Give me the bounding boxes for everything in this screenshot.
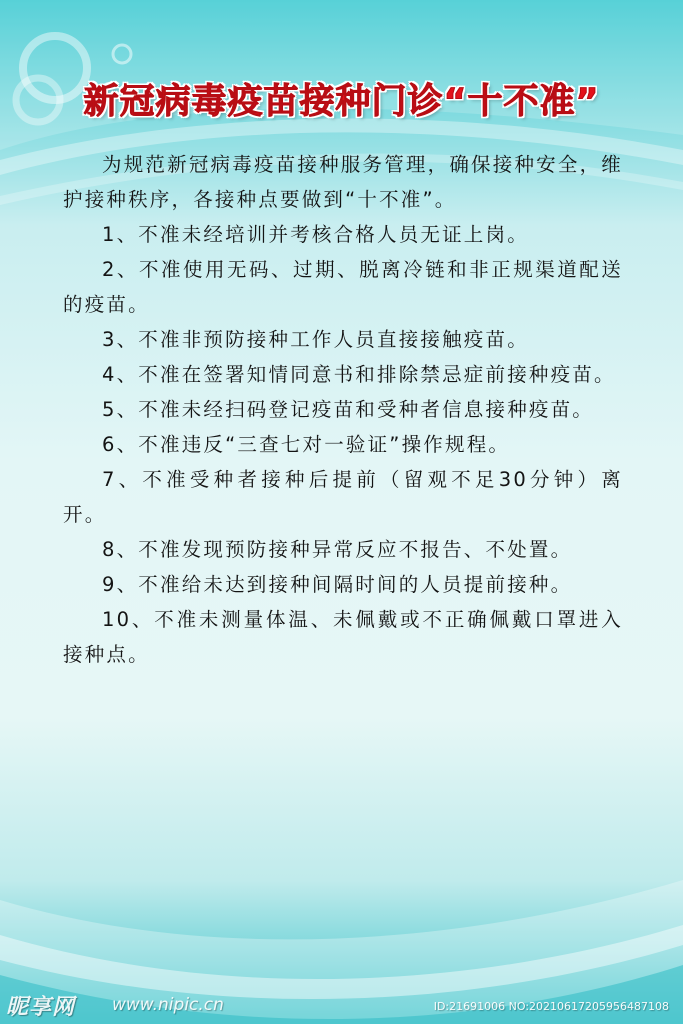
intro-paragraph: 为规范新冠病毒疫苗接种服务管理，确保接种安全，维护接种秩序，各接种点要做到“十不准”。 xyxy=(63,153,623,211)
rule-item-7: 7、不准受种者接种后提前（留观不足30分钟）离开。 xyxy=(63,468,623,526)
rule-item-1: 1、不准未经培训并考核合格人员无证上岗。 xyxy=(102,223,529,246)
rule-item-4: 4、不准在签署知情同意书和排除禁忌症前接种疫苗。 xyxy=(102,363,616,386)
rule-item-8: 8、不准发现预防接种异常反应不报告、不处置。 xyxy=(102,538,573,561)
poster-content xyxy=(63,147,623,672)
watermark-logo: 昵享网 xyxy=(6,995,76,1020)
watermark-url: www.nipic.cn xyxy=(112,995,224,1015)
poster-title: 新冠病毒疫苗接种门诊“十不准” xyxy=(83,82,600,122)
rule-item-2: 2、不准使用无码、过期、脱离冷链和非正规渠道配送的疫苗。 xyxy=(63,258,623,316)
watermark-id: ID:21691006 NO:20210617205956487108 xyxy=(433,1000,669,1013)
rule-item-9: 9、不准给未达到接种间隔时间的人员提前接种。 xyxy=(102,573,573,596)
rule-item-10: 10、不准未测量体温、未佩戴或不正确佩戴口罩进入接种点。 xyxy=(63,608,623,666)
rule-item-6: 6、不准违反“三查七对一验证”操作规程。 xyxy=(102,433,511,456)
rule-item-3: 3、不准非预防接种工作人员直接接触疫苗。 xyxy=(102,328,529,351)
rule-item-5: 5、不准未经扫码登记疫苗和受种者信息接种疫苗。 xyxy=(102,398,595,421)
